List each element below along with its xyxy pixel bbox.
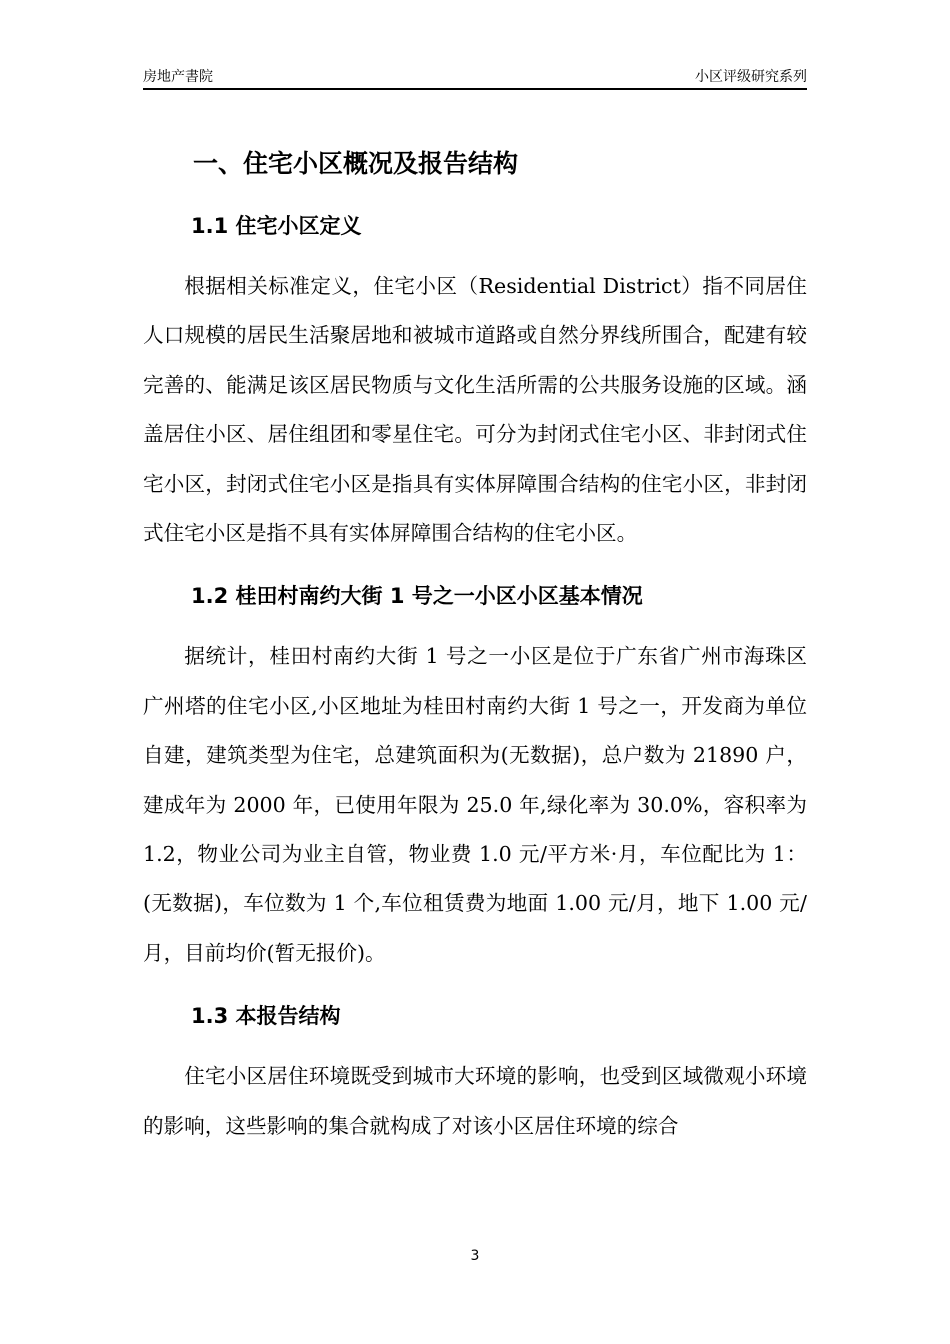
page-footer xyxy=(0,1248,950,1264)
page-content xyxy=(143,140,807,1151)
page-header xyxy=(143,64,807,90)
page-number: 3 xyxy=(470,1248,480,1264)
header-series-title: 小区评级研究系列 xyxy=(695,69,807,85)
section-title-1-2: 1.2 桂田村南约大街 1 号之一小区小区基本情况 xyxy=(191,584,643,609)
section-paragraph-1-1: 根据相关标准定义，住宅小区（Residential District）指不同居住人口规模的居民生活聚居地和被城市道路或自然分界线所围合，配建有较完善的、能满足该区居民物质与文化生活所需的公共服务设施的区域。涵盖居住小区、居住组团和零星住宅。可分为封闭式住宅小区、非封闭式住宅小区，封闭式住宅小区是指具有实体屏障围合结构的住宅小区，非封闭式住宅小区是指不具有实体屏障围合结构的住宅小区。 xyxy=(143,274,807,546)
section-title-1-3: 1.3 本报告结构 xyxy=(191,1004,341,1029)
section-paragraph-1-3: 住宅小区居住环境既受到城市大环境的影响，也受到区域微观小环境的影响，这些影响的集合就构成了对该小区居住环境的综合 xyxy=(143,1064,807,1138)
section-title-1-1: 1.1 住宅小区定义 xyxy=(191,214,362,238)
header-publisher: 房地产書院 xyxy=(143,69,213,85)
section-paragraph-1-2: 据统计，桂田村南约大街 1 号之一小区是位于广东省广州市海珠区广州塔的住宅小区,小区地址为桂田村南约大街 1 号之一，开发商为单位自建，建筑类型为住宅，总建筑面积为(无数据)，总户数为 21890 户，建成年为 2000 年，已使用年限为 25.0 年,绿化率为 30.0%，容积率为 1.2，物业公司为业主自管，物业费 1.0 元/平方米·月，车位配比为 1：(无数据)，车位数为 1 个,车位租赁费为地面 1.00 元/月，地下 1.00 元/月，目前均价(暂无报价)。 xyxy=(143,644,807,965)
chapter-title: 一、住宅小区概况及报告结构 xyxy=(193,149,519,178)
